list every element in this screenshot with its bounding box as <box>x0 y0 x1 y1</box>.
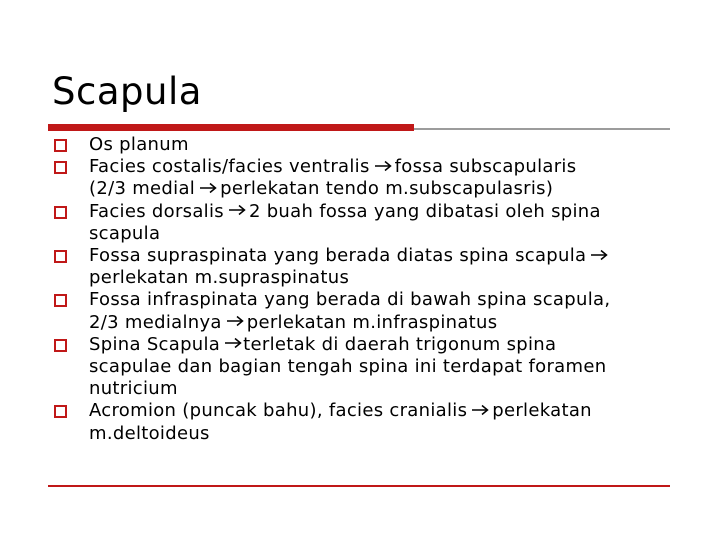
bullet-text: 2/3 medialnya <box>89 311 222 333</box>
bullet-text: perlekatan m.supraspinatus <box>89 267 350 289</box>
bullet-line <box>89 156 684 178</box>
bullet-text: perlekatan <box>492 400 592 422</box>
title-accent-bar <box>48 124 414 131</box>
right-arrow-icon <box>228 204 247 216</box>
right-arrow-icon <box>226 315 245 327</box>
bullet-line <box>89 289 684 311</box>
right-arrow-icon <box>471 404 490 416</box>
bullet-line <box>89 267 684 289</box>
bullet-text: fossa subscapularis <box>394 156 577 178</box>
bullet-text: Fossa infraspinata yang berada di bawah spina scapula, <box>89 289 611 311</box>
bullet-text: Fossa supraspinata yang berada diatas spina scapula <box>89 245 587 267</box>
bullet-text: terletak di daerah trigonum spina <box>243 333 557 355</box>
hollow-square-icon <box>54 339 67 352</box>
bullet-text: scapulae dan bagian tengah spina ini terdapat foramen <box>89 356 607 378</box>
bullet-item <box>54 134 684 156</box>
hollow-square-icon <box>54 206 67 219</box>
bullet-line <box>89 134 684 156</box>
bullet-line <box>89 356 684 378</box>
bullet-line <box>89 178 684 200</box>
slide-title: Scapula <box>52 70 202 113</box>
bullet-line <box>89 201 684 223</box>
bullet-item <box>54 245 684 289</box>
hollow-square-icon <box>54 294 67 307</box>
bullet-item <box>54 156 684 200</box>
bullet-item <box>54 289 684 333</box>
bullet-text: m.deltoideus <box>89 422 210 444</box>
bullet-list <box>54 134 684 445</box>
bullet-text: perlekatan tendo m.subscapulasris) <box>220 178 554 200</box>
right-arrow-icon <box>199 182 218 194</box>
bullet-line <box>89 334 684 356</box>
bullet-text: scapula <box>89 222 161 244</box>
bullet-text: Spina Scapula <box>89 333 221 355</box>
bullet-line <box>89 400 684 422</box>
bullet-text: Facies dorsalis <box>89 200 224 222</box>
right-arrow-icon <box>374 160 393 172</box>
bullet-text: 2 buah fossa yang dibatasi oleh spina <box>248 200 601 222</box>
bullet-text: perlekatan m.infraspinatus <box>246 311 498 333</box>
bullet-item <box>54 400 684 444</box>
hollow-square-icon <box>54 405 67 418</box>
hollow-square-icon <box>54 139 67 152</box>
bullet-text: nutricium <box>89 378 178 400</box>
bullet-line <box>89 223 684 245</box>
bottom-divider <box>48 485 670 487</box>
bullet-text: (2/3 medial <box>89 178 196 200</box>
hollow-square-icon <box>54 161 67 174</box>
right-arrow-icon <box>590 249 609 261</box>
bullet-line <box>89 378 684 400</box>
bullet-line <box>89 245 684 267</box>
bullet-item <box>54 201 684 245</box>
right-arrow-icon <box>224 337 243 349</box>
bullet-line <box>89 423 684 445</box>
bullet-item <box>54 334 684 401</box>
bullet-text: Facies costalis/facies ventralis <box>89 156 370 178</box>
hollow-square-icon <box>54 250 67 263</box>
bullet-line <box>89 312 684 334</box>
bullet-text: Acromion (puncak bahu), facies cranialis <box>89 400 468 422</box>
bullet-text: Os planum <box>89 134 189 155</box>
